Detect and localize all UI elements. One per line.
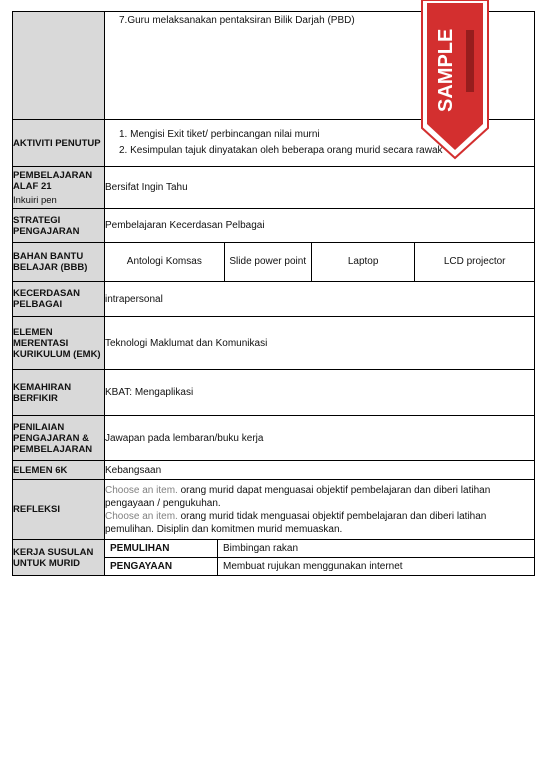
bbb-items <box>105 243 534 281</box>
pbd-activity-text: 7.Guru melaksanakan pentaksiran Bilik Darjah (PBD) <box>119 15 355 26</box>
pemulihan-label: PEMULIHAN <box>105 540 218 558</box>
empty-label-cell <box>13 12 105 120</box>
kemahiran-label: KEMAHIRAN BERFIKIR <box>13 370 105 416</box>
penilaian-label: PENILAIAN PENGAJARAN & PEMBELAJARAN <box>13 416 105 461</box>
strategi-value: Pembelajaran Kecerdasan Pelbagai <box>105 209 535 243</box>
refleksi-text-2: orang murid tidak menguasai objektif pembelajaran dan diberi latihan pemulihan. Disiplin dan komitmen murid memuaskan. <box>105 510 487 535</box>
sample-stamp <box>420 0 490 160</box>
kecerdasan-value: intrapersonal <box>105 282 535 317</box>
pembelajaran-sublabel: Inkuiri pen <box>13 194 57 206</box>
bbb-item: Antologi Komsas <box>105 243 224 281</box>
elemen6k-value: Kebangsaan <box>105 461 535 480</box>
kemahiran-value: KBAT: Mengaplikasi <box>105 370 535 416</box>
pengayaan-value: Membuat rujukan menggunakan internet <box>218 558 535 576</box>
bbb-item: Slide power point <box>224 243 311 281</box>
refleksi-label: REFLEKSI <box>13 480 105 540</box>
penutup-item-2: 2. Kesimpulan tajuk dinyatakan oleh beberapa orang murid secara rawak <box>119 145 443 156</box>
refleksi-cell <box>105 480 535 540</box>
stamp-text: SAMPLE <box>435 28 457 112</box>
kerja-cell <box>105 540 535 576</box>
bbb-label: BAHAN BANTU BELAJAR (BBB) <box>13 243 105 282</box>
bbb-item: Laptop <box>311 243 414 281</box>
refleksi-text-1: orang murid dapat menguasai objektif pembelajaran dan diberi latihan pengayaan / pengukuhan. <box>105 484 491 509</box>
refleksi-dropdown-1[interactable]: Choose an item. <box>105 484 178 496</box>
penilaian-value: Jawapan pada lembaran/buku kerja <box>105 416 535 461</box>
elemen6k-label: ELEMEN 6K <box>13 461 105 480</box>
emk-label: ELEMEN MERENTASI KURIKULUM (EMK) <box>13 317 105 370</box>
pengayaan-label: PENGAYAAN <box>105 558 218 576</box>
pembelajaran-label-cell <box>13 167 105 209</box>
refleksi-dropdown-2[interactable]: Choose an item. <box>105 510 178 522</box>
kerja-subtable <box>105 540 534 575</box>
bbb-item: LCD projector <box>443 256 506 267</box>
bbb-cell <box>105 243 535 282</box>
strategi-label: STRATEGI PENGAJARAN <box>13 209 105 243</box>
penutup-label: AKTIVITI PENUTUP <box>13 120 105 167</box>
penutup-item-1: 1. Mengisi Exit tiket/ perbincangan nilai murni <box>119 129 320 140</box>
sample-ribbon-icon <box>420 0 490 160</box>
pembelajaran-label: PEMBELAJARAN ALAF 21 <box>13 169 93 192</box>
kecerdasan-label: KECERDASAN PELBAGAI <box>13 282 105 317</box>
pemulihan-value: Bimbingan rakan <box>223 543 299 554</box>
emk-value: Teknologi Maklumat dan Komunikasi <box>105 317 535 370</box>
kerja-label: KERJA SUSULAN UNTUK MURID <box>13 540 105 576</box>
pembelajaran-value: Bersifat Ingin Tahu <box>105 167 535 209</box>
